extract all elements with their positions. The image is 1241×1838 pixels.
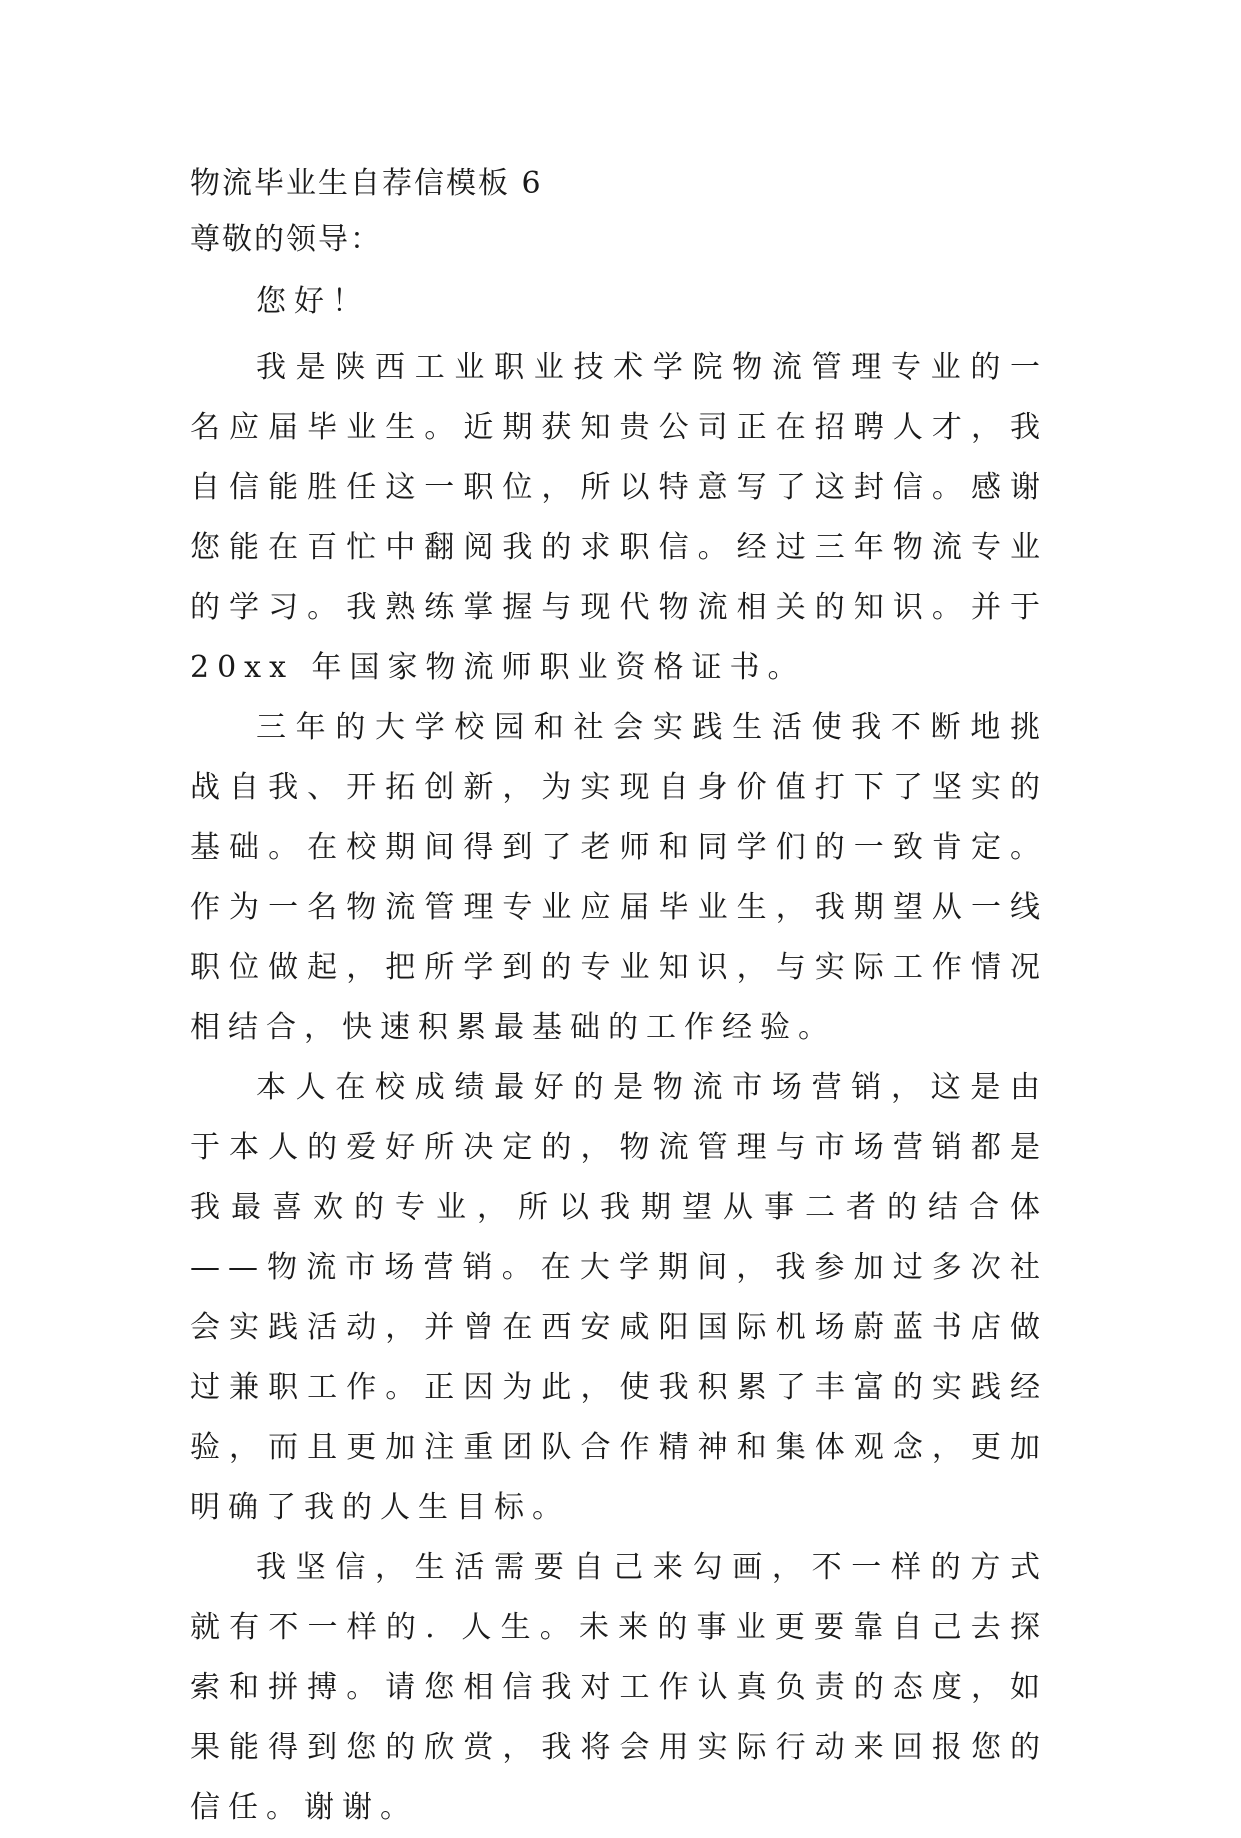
salutation: 尊敬的领导： (190, 222, 382, 257)
letter-body (190, 162, 1048, 1838)
document-title: 物流毕业生自荐信模板 6 (190, 166, 543, 201)
paragraph-interests: 本人在校成绩最好的是物流市场营销，这是由于本人的爱好所决定的，物流管理与市场营销都是我最喜欢的专业，所以我期望从事二者的结合体——物流市场营销。在大学期间，我参加过多次社会实践活动，并曾在西安咸阳国际机场蔚蓝书店做过兼职工作。正因为此，使我积累了丰富的实践经验，而且更加注重团队合作精神和集体观念，更加明确了我的人生目标。 (190, 1070, 1048, 1525)
paragraph-closing: 我坚信，生活需要自己来勾画，不一样的方式就有不一样的. 人生。未来的事业更要靠自己去探索和拼搏。请您相信我对工作认真负责的态度，如果能得到您的欣赏，我将会用实际行动来回报您的信任。谢谢。 (190, 1550, 1048, 1825)
greeting: 您好！ (256, 284, 370, 319)
paragraph-experience: 三年的大学校园和社会实践生活使我不断地挑战自我、开拓创新，为实现自身价值打下了坚实的基础。在校期间得到了老师和同学们的一致肯定。作为一名物流管理专业应届毕业生，我期望从一线职位做起，把所学到的专业知识，与实际工作情况相结合，快速积累最基础的工作经验。 (190, 710, 1048, 1045)
paragraph-intro: 我是陕西工业职业技术学院物流管理专业的一名应届毕业生。近期获知贵公司正在招聘人才，我自信能胜任这一职位，所以特意写了这封信。感谢您能在百忙中翻阅我的求职信。经过三年物流专业的学习。我熟练掌握与现代物流相关的知识。并于 20xx 年国家物流师职业资格证书。 (190, 350, 1048, 685)
